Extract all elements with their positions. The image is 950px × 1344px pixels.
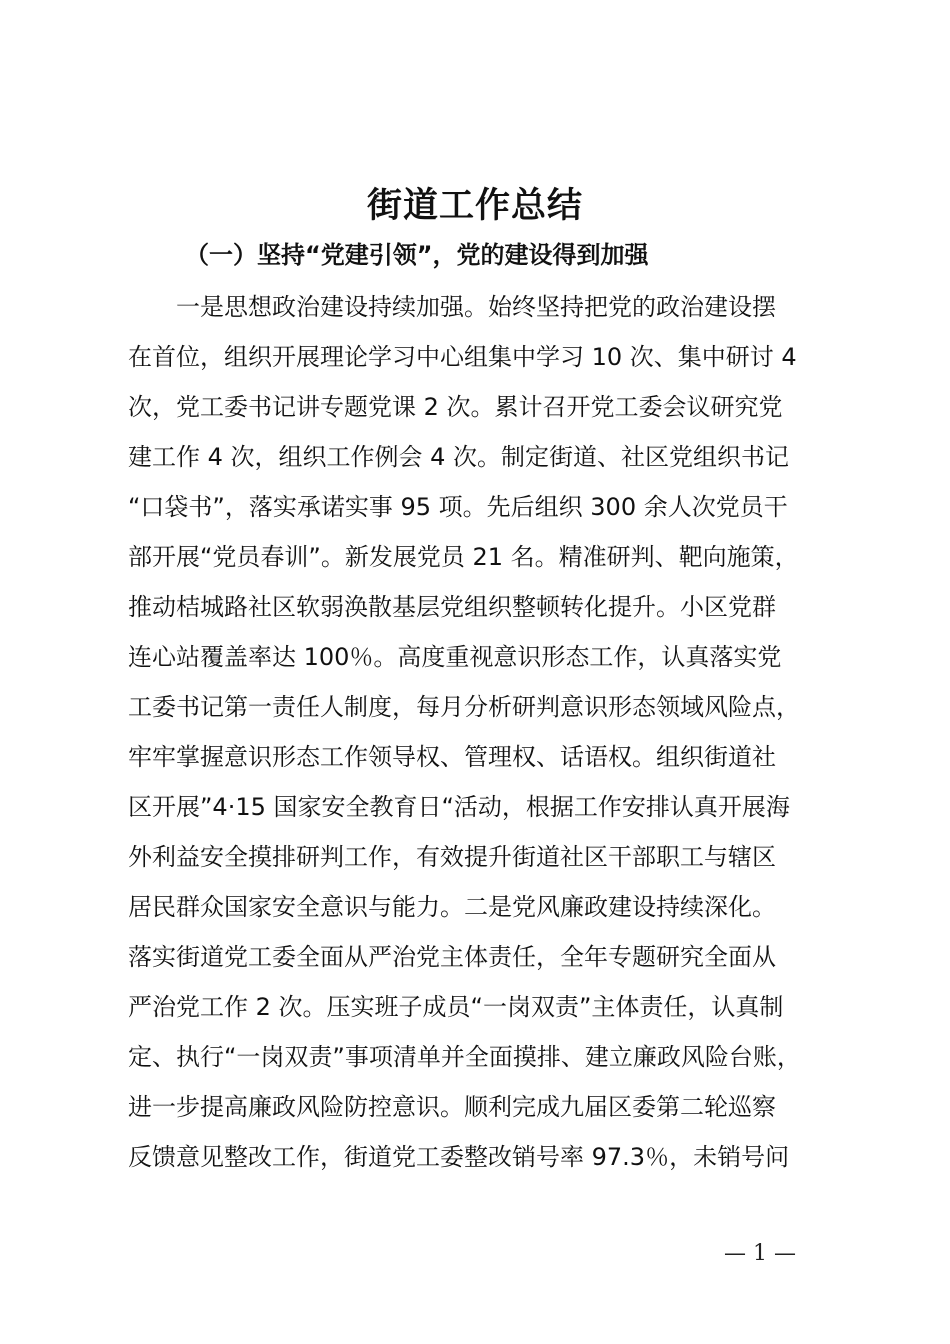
body-line: 居民群众国家安全意识与能力。二是党风廉政建设持续深化。 (128, 893, 776, 921)
body-text (128, 282, 868, 1182)
body-line: 进一步提高廉政风险防控意识。顺利完成九届区委第二轮巡察 (128, 1093, 776, 1121)
body-line: 在首位，组织开展理论学习中心组集中学习 10 次、集中研讨 4 (128, 343, 797, 371)
body-line: 部开展“党员春训”。新发展党员 21 名。精准研判、靶向施策， (128, 543, 799, 571)
page-number: — 1 — (724, 1241, 796, 1266)
body-line: 连心站覆盖率达 100％。高度重视意识形态工作，认真落实党 (128, 643, 782, 671)
section-heading: （一）坚持“党建引领”，党的建设得到加强 (185, 241, 649, 269)
body-line: 推动桔城路社区软弱涣散基层党组织整顿转化提升。小区党群 (128, 593, 776, 621)
body-line: 定、执行“一岗双责”事项清单并全面摸排、建立廉政风险台账， (128, 1043, 801, 1071)
body-line: 牢牢掌握意识形态工作领导权、管理权、话语权。组织街道社 (128, 743, 776, 771)
body-line: 反馈意见整改工作，街道党工委整改销号率 97.3％，未销号问 (128, 1143, 790, 1171)
body-line: 严治党工作 2 次。压实班子成员“一岗双责”主体责任，认真制 (128, 993, 784, 1021)
body-line: 区开展”4·15 国家安全教育日“活动，根据工作安排认真开展海 (128, 793, 790, 821)
body-line: 一是思想政治建设持续加强。始终坚持把党的政治建设摆 (176, 293, 776, 321)
body-line: “口袋书”，落实承诺实事 95 项。先后组织 300 余人次党员干 (128, 493, 788, 521)
document-title: 街道工作总结 (366, 186, 583, 226)
body-line: 外利益安全摸排研判工作，有效提升街道社区干部职工与辖区 (128, 843, 776, 871)
body-line: 落实街道党工委全面从严治党主体责任，全年专题研究全面从 (128, 943, 776, 971)
body-line: 建工作 4 次，组织工作例会 4 次。制定街道、社区党组织书记 (128, 443, 790, 471)
body-line: 次，党工委书记讲专题党课 2 次。累计召开党工委会议研究党 (128, 393, 783, 421)
body-line: 工委书记第一责任人制度，每月分析研判意识形态领域风险点， (128, 693, 800, 721)
